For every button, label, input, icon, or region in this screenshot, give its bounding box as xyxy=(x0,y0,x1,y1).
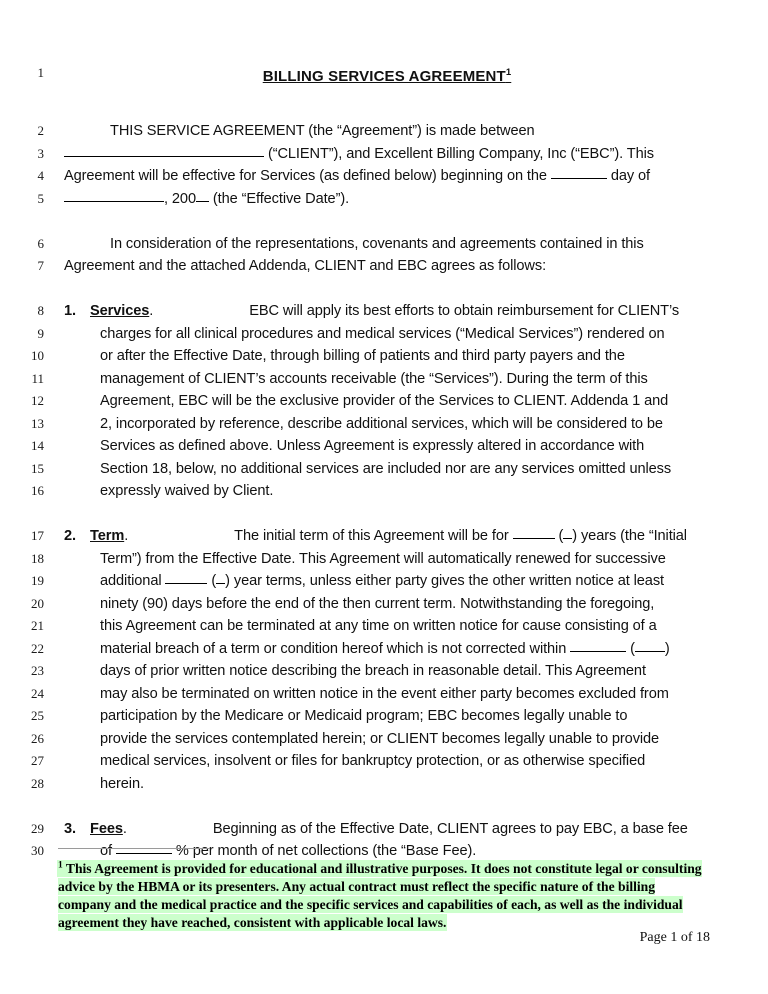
clause-body-line xyxy=(100,570,710,593)
line-number: 3 xyxy=(37,145,44,161)
line-row-26 xyxy=(0,728,768,751)
paragraph-line xyxy=(64,188,710,211)
cure-period-numeral-blank[interactable] xyxy=(635,651,665,652)
line-row-24 xyxy=(0,683,768,706)
line-number: 25 xyxy=(31,708,44,723)
line-number: 12 xyxy=(31,393,44,408)
clause-title-fees: Fees xyxy=(90,820,123,837)
line-row-10 xyxy=(0,345,768,368)
blank-line xyxy=(0,795,768,818)
line-number: 23 xyxy=(31,663,44,678)
line-row-title xyxy=(0,62,768,85)
clause-heading-line xyxy=(64,818,710,841)
clause-body-line: management of CLIENT’s accounts receivable (the “Services”). During the term of this xyxy=(100,370,648,387)
line-number: 30 xyxy=(31,843,44,858)
line-text-3: (“CLIENT”), and Excellent Billing Company, Inc (“EBC”). This xyxy=(264,145,654,162)
clause-body-line: Term”) from the Effective Date. This Agreement will automatically renewed for successive xyxy=(100,550,666,567)
blank-line xyxy=(0,503,768,526)
line-row-18 xyxy=(0,548,768,571)
clause-3-first-line: Beginning as of the Effective Date, CLIENT agrees to pay EBC, a base fee xyxy=(212,820,688,837)
clause-2-first-line-b: ( xyxy=(554,528,564,544)
clause-body-line: this Agreement can be terminated at any time on written notice for cause consisting of a xyxy=(100,618,657,634)
line-number: 24 xyxy=(31,685,44,701)
clause-heading-line xyxy=(64,525,710,548)
paragraph-line xyxy=(64,165,710,188)
clause-heading-line xyxy=(64,300,710,323)
line-row-13 xyxy=(0,413,768,436)
clause-body-line: Section 18, below, no additional services are included nor are any services omitted unless xyxy=(100,460,672,477)
line-text-7: Agreement and the attached Addenda, CLIENT and EBC agrees as follows: xyxy=(64,258,547,274)
line-text-6: In consideration of the representations, covenants and agreements contained in this xyxy=(110,235,644,252)
line-row-14 xyxy=(0,435,768,458)
clause-number-2: 2. xyxy=(64,528,76,544)
clause-body-line: herein. xyxy=(100,775,144,792)
clause-title-punct: . xyxy=(124,528,129,544)
cure-period-days-blank[interactable] xyxy=(570,651,626,652)
line-number: 17 xyxy=(31,528,44,543)
line-number: 20 xyxy=(31,595,44,611)
line-text-5a: , 200 xyxy=(164,190,196,207)
line-number: 7 xyxy=(37,258,44,273)
clause-number-3: 3. xyxy=(64,820,76,837)
clause-body-line: ninety (90) days before the end of the then current term. Notwithstanding the foregoing, xyxy=(100,595,655,612)
line-22-a: material breach of a term or condition hereof which is not corrected within xyxy=(100,640,571,657)
line-text-2: THIS SERVICE AGREEMENT (the “Agreement”) is made between xyxy=(110,123,535,139)
line-row-16 xyxy=(0,480,768,503)
line-number: 4 xyxy=(37,168,44,183)
clause-title-punct: . xyxy=(149,303,154,319)
line-number: 10 xyxy=(31,348,44,363)
clause-body-line: may also be terminated on written notice in the event either party becomes excluded from xyxy=(100,685,669,702)
paragraph-line xyxy=(64,143,710,166)
effective-day-blank[interactable] xyxy=(551,178,607,179)
clause-body-line: expressly waived by Client. xyxy=(100,483,274,499)
line-row-20 xyxy=(0,593,768,616)
blank-line xyxy=(0,210,768,233)
clause-body-line: or after the Effective Date, through billing of patients and third party payers and the xyxy=(100,348,625,364)
clause-body-line: 2, incorporated by reference, describe additional services, which will be considered to be xyxy=(100,415,663,432)
footnote-highlight xyxy=(58,861,702,931)
clause-body-line: charges for all clinical procedures and medical services (“Medical Services”) rendered on xyxy=(100,325,665,342)
line-row-21 xyxy=(0,615,768,638)
clause-body-line: Agreement, EBC will be the exclusive provider of the Services to CLIENT. Addenda 1 and xyxy=(100,393,669,409)
paragraph-line xyxy=(64,233,710,256)
paragraph-line xyxy=(64,255,710,278)
line-number: 21 xyxy=(31,618,44,633)
line-row-28 xyxy=(0,773,768,796)
line-22-c: ) xyxy=(664,640,670,657)
line-row-15 xyxy=(0,458,768,481)
blank-line xyxy=(0,107,768,120)
line-row-4 xyxy=(0,165,768,188)
line-text-4a: Agreement will be effective for Services (as defined below) beginning on the xyxy=(64,168,551,184)
line-row-23 xyxy=(0,660,768,683)
line-number: 19 xyxy=(31,573,44,588)
paragraph-line xyxy=(64,120,710,143)
line-number: 16 xyxy=(31,483,44,498)
clause-body-line: medical services, insolvent or files for bankruptcy protection, or as otherwise specified xyxy=(100,753,646,769)
effective-year-blank[interactable] xyxy=(196,201,209,202)
line-row-5 xyxy=(0,188,768,211)
page-title-line xyxy=(64,62,710,89)
clause-2-first-line-a: The initial term of this Agreement will be for xyxy=(234,528,513,544)
line-row-17 xyxy=(0,525,768,548)
line-30-b: % per month of net collections (the “Base Fee). xyxy=(171,843,477,859)
line-number: 22 xyxy=(31,640,44,656)
renewal-term-years-blank[interactable] xyxy=(165,583,207,584)
line-row-6 xyxy=(0,233,768,256)
clause-body-line: Services as defined above. Unless Agreement is expressly altered in accordance with xyxy=(100,438,645,454)
line-number: 5 xyxy=(37,190,44,206)
line-number: 28 xyxy=(31,775,44,791)
line-row-11 xyxy=(0,368,768,391)
line-row-27 xyxy=(0,750,768,773)
clause-1-first-line: EBC will apply its best efforts to obtain reimbursement for CLIENT’s xyxy=(249,303,680,319)
client-name-blank[interactable] xyxy=(64,156,264,157)
page-footer: Page 1 of 18 xyxy=(639,930,710,945)
line-row-22 xyxy=(0,638,768,661)
line-number: 8 xyxy=(37,303,44,318)
effective-month-blank[interactable] xyxy=(64,201,164,202)
line-row-29 xyxy=(0,818,768,841)
footnote-text xyxy=(58,856,710,932)
title-footnote-marker: 1 xyxy=(505,67,512,78)
line-30-a: of xyxy=(100,843,116,859)
clause-number-1: 1. xyxy=(64,303,76,319)
initial-term-years-blank[interactable] xyxy=(513,538,555,539)
line-row-3 xyxy=(0,143,768,166)
clause-title-services: Services xyxy=(90,303,150,319)
line-22-b: ( xyxy=(626,640,635,657)
line-number: 2 xyxy=(37,123,44,138)
footnote-separator-rule xyxy=(58,848,210,849)
line-row-12 xyxy=(0,390,768,413)
line-number: 29 xyxy=(31,820,44,836)
page-title-text: BILLING SERVICES AGREEMENT xyxy=(262,68,506,85)
line-row-9 xyxy=(0,323,768,346)
initial-term-numeral-blank[interactable] xyxy=(563,538,572,539)
footnote-marker: 1 xyxy=(58,860,63,870)
line-number: 18 xyxy=(31,550,44,566)
line-text-4b: day of xyxy=(606,168,651,184)
renewal-term-numeral-blank[interactable] xyxy=(216,583,225,584)
clause-body-line: participation by the Medicare or Medicaid program; EBC becomes legally unable to xyxy=(100,708,628,724)
line-number: 1 xyxy=(37,65,44,80)
blank-line xyxy=(0,278,768,301)
document-body xyxy=(0,62,768,863)
line-number: 13 xyxy=(31,415,44,431)
line-row-2 xyxy=(0,120,768,143)
clause-title-term: Term xyxy=(90,528,125,544)
page-title xyxy=(263,68,512,85)
footnote-body: This Agreement is provided for educational and illustrative purposes. It does not constitute legal or consulting advice by the HBMA or its presenters. Any actual contract must reflect the specific nature of the billing company and the medical practice and the specific services and capabilities of each, as well as the individual agreement they have reached, consistent with applicable local laws. xyxy=(58,860,702,931)
clause-body-line: provide the services contemplated herein; or CLIENT becomes legally unable to provide xyxy=(100,730,660,747)
line-number: 15 xyxy=(31,460,44,476)
line-row-19 xyxy=(0,570,768,593)
line-number: 14 xyxy=(31,438,44,453)
line-19-b: ( xyxy=(207,573,217,589)
line-number: 11 xyxy=(31,370,44,386)
line-number: 9 xyxy=(37,325,44,341)
line-row-25 xyxy=(0,705,768,728)
line-number: 6 xyxy=(37,235,44,251)
line-row-7 xyxy=(0,255,768,278)
line-number: 27 xyxy=(31,753,44,768)
line-19-a: additional xyxy=(100,573,166,589)
line-row-8 xyxy=(0,300,768,323)
line-text-5b: (the “Effective Date”). xyxy=(208,190,350,207)
line-19-c: ) year terms, unless either party gives the other written notice at least xyxy=(225,573,664,589)
clause-body-line: days of prior written notice describing the breach in reasonable detail. This Agreement xyxy=(100,663,646,679)
footnote-block xyxy=(58,848,710,932)
clause-2-first-line-c: ) years (the “Initial xyxy=(572,528,687,544)
clause-title-punct: . xyxy=(122,820,127,837)
line-number: 26 xyxy=(31,730,44,746)
clause-body-line xyxy=(100,638,710,661)
